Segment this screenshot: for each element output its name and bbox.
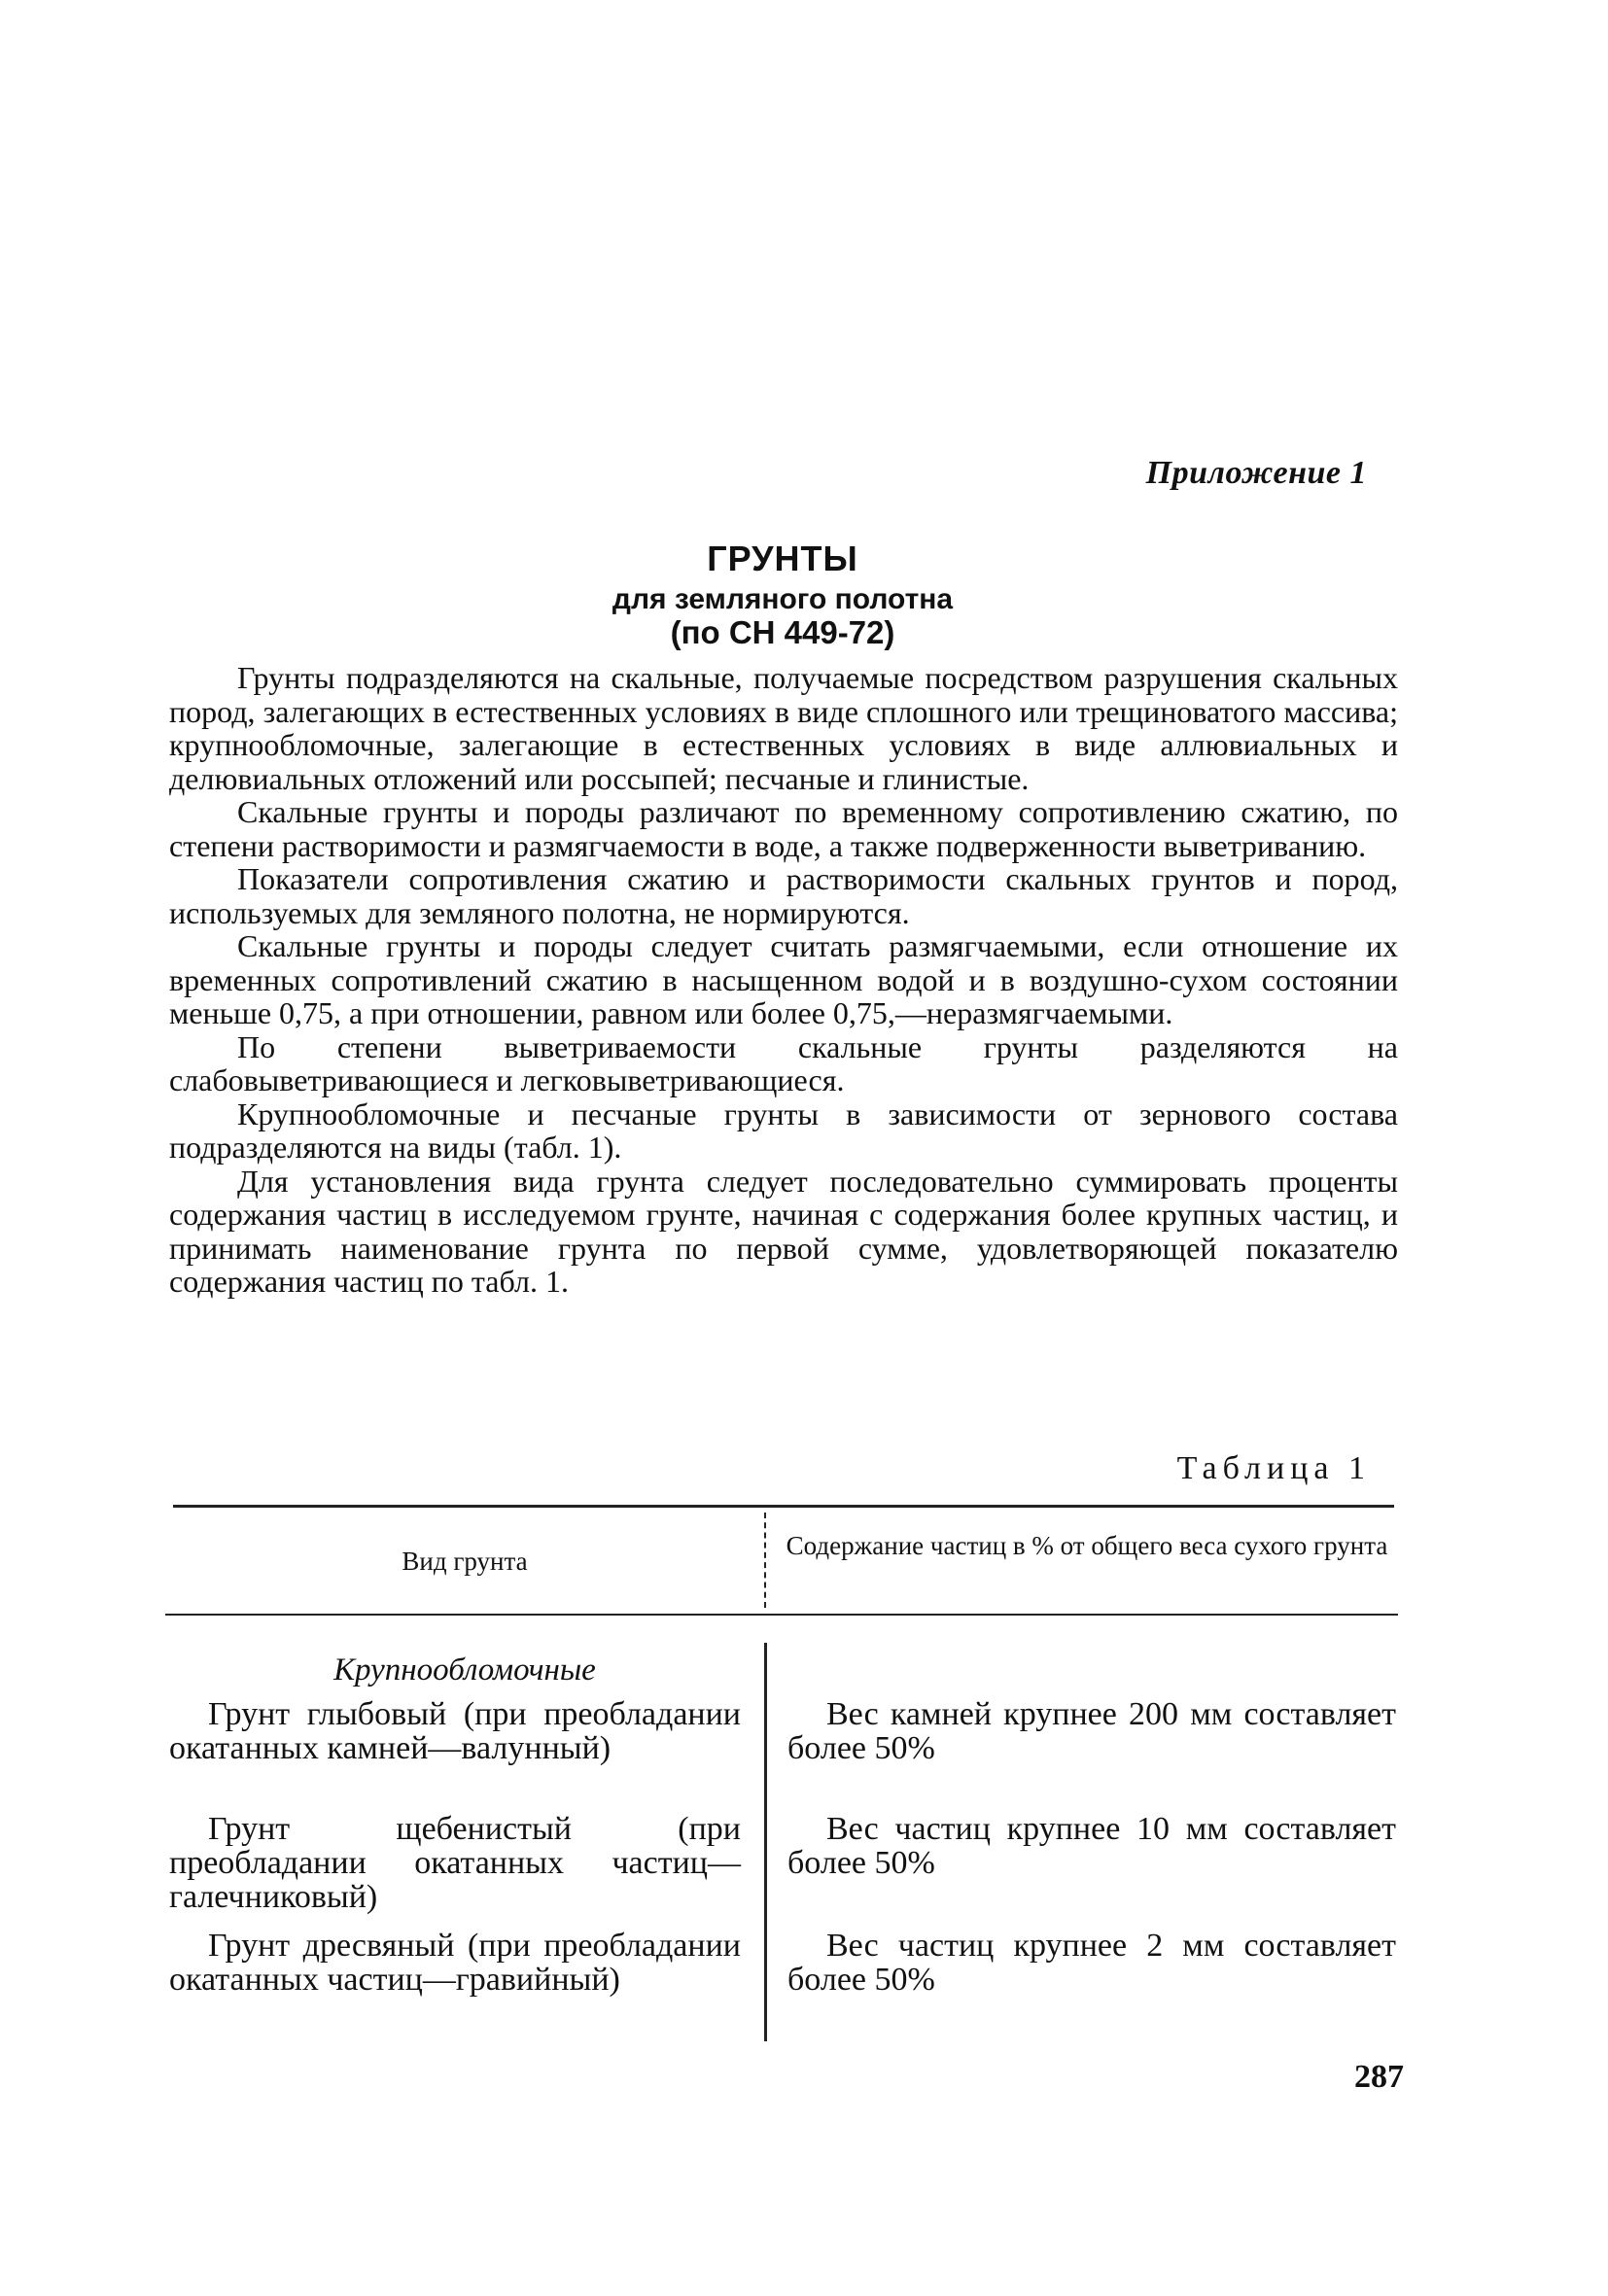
table-header-soil-type: Вид грунта (402, 1547, 528, 1576)
table-header-rule (165, 1614, 1398, 1616)
soil-type-text: Грунт дресвяный (при преобладании окатанных частиц—гравийный) (169, 1928, 741, 1998)
table-caption: Таблица 1 (1176, 1450, 1371, 1486)
particle-content-text: Вес частиц крупнее 10 мм составляет более 50% (787, 1811, 1396, 1881)
paragraph: Крупнообломочные и песчаные грунты в зависимости от зернового состава подразделяются на виды (табл. 1). (169, 1096, 1398, 1165)
table-header-particle-content: Содержание частиц в % от общего веса сухого грунта (786, 1531, 1388, 1560)
table-top-rule (173, 1505, 1394, 1508)
table-cell-particle-content (787, 1697, 1396, 1765)
appendix-label: Приложение 1 (1145, 455, 1367, 491)
page-number: 287 (1354, 2059, 1404, 2095)
table-column-divider (764, 1643, 767, 2041)
paragraph: Грунты подразделяются на скальные, получаемые посредством разрушения скальных пород, залегающих в естественных условиях в виде сплошного или трещиноватого массива; крупнообломочные, залегающие в естественных условиях в виде аллювиальных и делювиальных отложений или россыпей; песчаные и глинистые. (169, 660, 1398, 796)
subtitle-line-1: для земляного полотна (612, 583, 954, 615)
table-cell-soil-type (169, 1697, 741, 1765)
document-subtitle (0, 583, 1565, 649)
table-cell-particle-content (787, 1812, 1396, 1880)
table-cell-particle-content (787, 1929, 1396, 1997)
table-cell-soil-type (169, 1812, 741, 1914)
table-cell-soil-type (169, 1929, 741, 1997)
particle-content-text: Вес камней крупнее 200 мм составляет более 50% (787, 1696, 1396, 1766)
paragraph: Скальные грунты и породы следует считать размягчаемыми, если отношение их временных сопротивлений сжатию в насыщенном водой и в воздушно-сухом состоянии меньше 0,75, а при отношении, равном или более 0,75,—неразмягчаемыми. (169, 928, 1398, 1030)
body-text (169, 661, 1398, 1299)
soil-type-text: Грунт глыбовый (при преобладании окатанных камней—валунный) (169, 1696, 741, 1766)
document-title: ГРУНТЫ (707, 539, 858, 578)
paragraph: Для установления вида грунта следует последовательно суммировать проценты содержания частиц в исследуемом грунте, начиная с содержания более крупных частиц, и принимать наименование грунта по первой сумме, удовлетворяющей показателю содержания частиц по табл. 1. (169, 1163, 1398, 1299)
soil-type-text: Грунт щебенистый (при преобладании окатанных частиц—галечниковый) (169, 1811, 741, 1915)
paragraph: Скальные грунты и породы различают по временному сопротивлению сжатию, по степени растворимости и размягчаемости в воде, а также подверженности выветриванию. (169, 794, 1398, 863)
paragraph: По степени выветриваемости скальные грунты разделяются на слабовыветривающиеся и легковыветривающиеся. (169, 1028, 1398, 1097)
table-header-divider (764, 1513, 766, 1608)
particle-content-text: Вес частиц крупнее 2 мм составляет более 50% (787, 1928, 1396, 1998)
subtitle-line-2: (по СН 449-72) (670, 614, 895, 650)
paragraph: Показатели сопротивления сжатию и растворимости скальных грунтов и пород, используемых для земляного полотна, не нормируются. (169, 861, 1398, 930)
table-group-label: Крупнообломочные (333, 1652, 596, 1687)
